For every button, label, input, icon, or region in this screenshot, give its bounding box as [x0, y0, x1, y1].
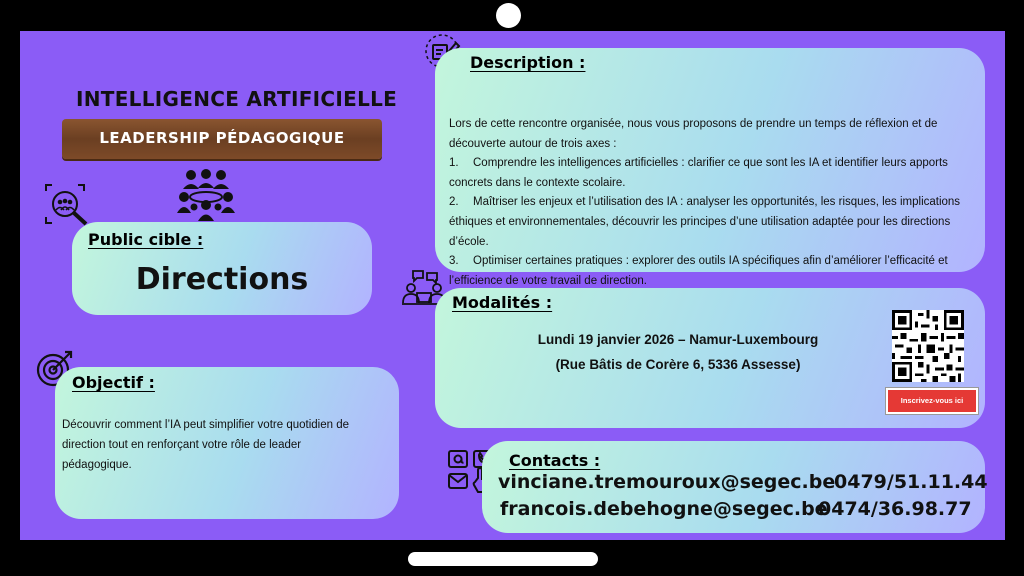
description-item: [449, 193, 975, 252]
description-item: [449, 252, 975, 291]
description-body: [449, 115, 975, 291]
modalites-date: Lundi 19 janvier 2026 – Namur-Luxembourg: [537, 332, 819, 347]
device-home-bar: [408, 552, 598, 566]
modalites-heading: Modalités :: [452, 293, 553, 312]
objectif-heading: Objectif :: [72, 373, 155, 392]
qr-code[interactable]: [892, 310, 964, 382]
contact-email[interactable]: vinciane.tremouroux@segec.be: [498, 471, 836, 493]
objectif-text: Découvrir comment l’IA peut simplifier votre quotidien de direction tout en renforçant votre rôle de leader pédagogique.: [62, 419, 349, 471]
item-text: Maîtriser les enjeux et l’utilisation des IA : analyser les opportunités, les risques, les implications éthiques et environnementales, découvrir les principes d’une utilisation adaptée pour les directions d’école.: [449, 196, 961, 248]
item-number: 1.: [449, 157, 459, 170]
device-camera: [496, 3, 521, 28]
contact-email[interactable]: francois.debehogne@segec.be: [500, 498, 828, 520]
item-text: Optimiser certaines pratiques : explorer des outils IA spécifiques afin d’améliorer l’efficacité et l’efficience de votre travail de direction.: [449, 255, 948, 287]
description-item: [449, 154, 975, 193]
public-value: Directions: [135, 262, 309, 297]
audience-target-icon: [44, 183, 92, 227]
contacts-heading: Contacts :: [509, 451, 601, 470]
item-text: Comprendre les intelligences artificielles : clarifier ce que sont les IA et identifier leurs apports concrets dans le contexte scolaire.: [449, 157, 948, 189]
description-intro: Lors de cette rencontre organisée, nous vous proposons de prendre un temps de réflexion et de découverte autour de trois axes :: [449, 118, 938, 150]
group-icon: [177, 169, 235, 221]
contact-phone[interactable]: 0474/36.98.77: [818, 498, 972, 520]
public-heading: Public cible :: [88, 230, 204, 249]
modalites-address: (Rue Bâtis de Corère 6, 5336 Assesse): [555, 357, 801, 372]
item-number: 2.: [449, 196, 459, 209]
register-button[interactable]: Inscrivez-vous ici: [886, 388, 978, 414]
contact-phone[interactable]: 0479/51.11.44: [834, 471, 988, 493]
item-number: 3.: [449, 255, 459, 268]
screen: [20, 31, 1005, 540]
description-heading: Description :: [470, 53, 586, 72]
subtitle-text: LEADERSHIP PÉDAGOGIQUE: [99, 129, 345, 147]
subtitle-banner: [62, 119, 382, 159]
page-title: INTELLIGENCE ARTIFICIELLE: [76, 87, 398, 111]
